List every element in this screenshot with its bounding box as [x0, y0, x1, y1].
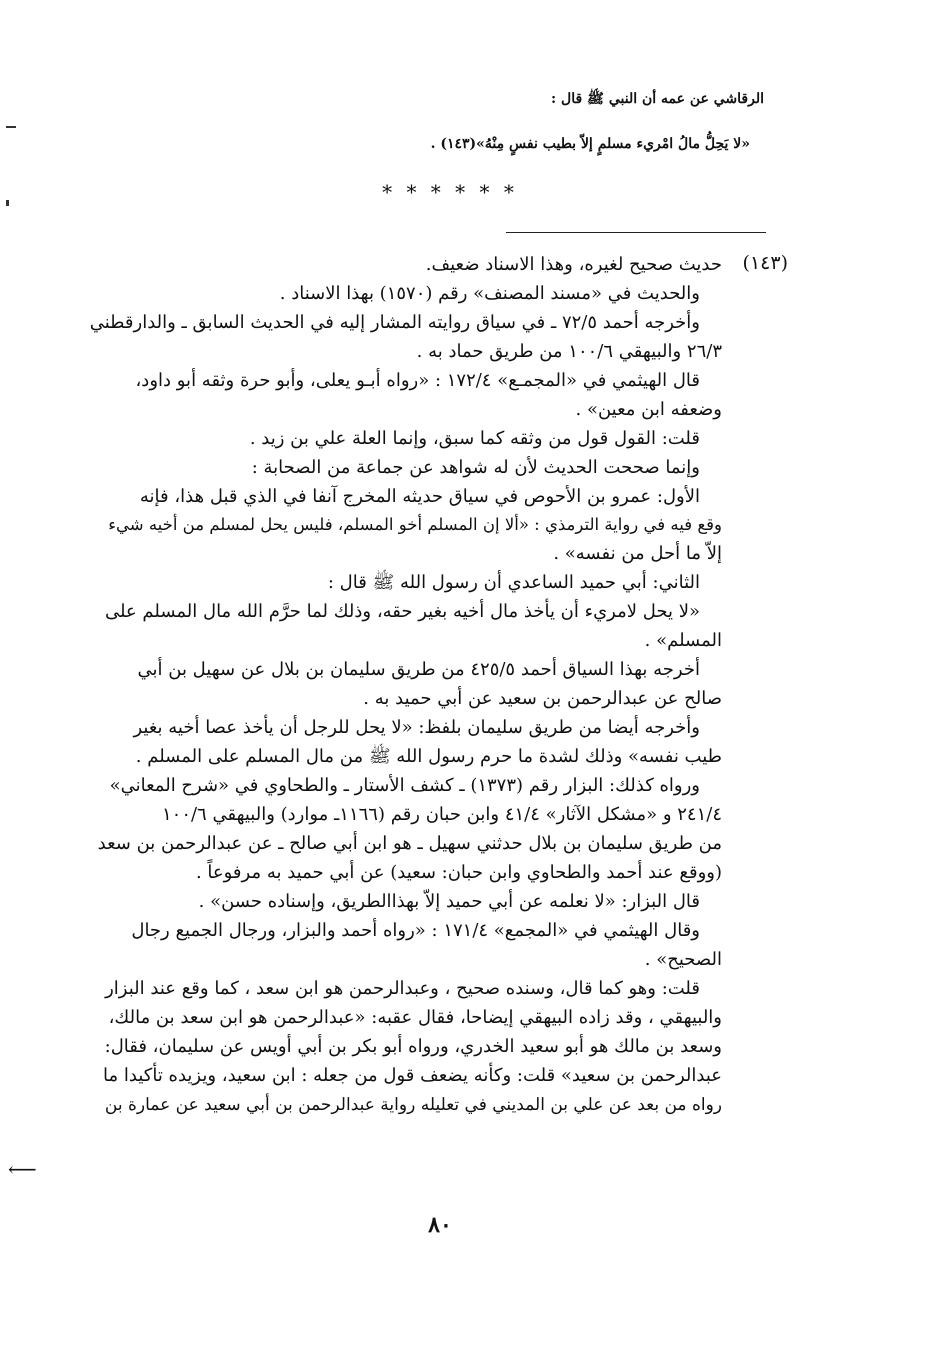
footnote-line: أخرجه بهذا السياق أحمد ٤٢٥/٥ من طريق سليمان بن بلال عن سهيل بن أبي	[137, 659, 700, 680]
footnote-line: من طريق سليمان بن بلال حدثني سهيل ـ هو ابن أبي صالح ـ عن عبدالرحمن بن سعد	[97, 833, 722, 854]
footnote-number: (١٤٣)	[742, 252, 788, 274]
footnote-line: صالح عن عبدالرحمن بن سعيد عن أبي حميد به .	[363, 688, 722, 709]
footnote-line: وإنما صححت الحديث لأن له شواهد عن جماعة من الصحابة :	[251, 457, 700, 478]
footnote-line: ٢٦/٣ والبيهقي ١٠٠/٦ من طريق حماد به .	[416, 341, 722, 362]
footnote-line: وقع فيه في رواية الترمذي : «ألا إن المسلم أخو المسلم، فليس يحل لمسلم من أخيه شيء	[108, 515, 722, 534]
footnote-line: طيب نفسه» وذلك لشدة ما حرم رسول الله ﷺ من مال المسلم على المسلم .	[135, 746, 722, 767]
footnote-line: المسلم» .	[644, 630, 722, 651]
footnote-line: الصحيح» .	[644, 949, 722, 970]
heading-line-1: الرقاشي عن عمه أن النبي ﷺ قال :	[551, 91, 764, 107]
footnote-line: قال البزار: «لا نعلمه عن أبي حميد إلاّ بهذاالطريق، وإسناده حسن» .	[198, 891, 700, 912]
scan-edge-mark	[6, 200, 9, 206]
footnote-line: «لا يحل لامريء أن يأخذ مال أخيه بغير حقه، وذلك لما حرَّم الله مال المسلم على	[104, 601, 700, 622]
footnote-rule	[506, 232, 766, 233]
section-separator: * * * * * *	[382, 180, 518, 204]
footnote-line: عبدالرحمن بن سعيد» قلت: وكأنه يضعف قول من جعله : ابن سعيد، ويزيده تأكيدا ما	[103, 1065, 722, 1086]
footnote-line: والبيهقي ، وقد زاده البيهقي إيضاحا، فقال عقبه: «عبدالرحمن هو ابن سعد بن مالك،	[108, 1007, 722, 1028]
footnote-line: قلت: القول قول من وثقه كما سبق، وإنما العلة علي بن زيد .	[249, 428, 700, 449]
footnote-line: ورواه كذلك: البزار رقم (١٣٧٣) ـ كشف الأستار ـ والطحاوي في «شرح المعاني»	[109, 775, 700, 796]
footnote-line: وأخرجه أيضا من طريق سليمان بلفظ: «لا يحل للرجل أن يأخذ عصا أخيه بغير	[133, 717, 700, 738]
footnote-line: رواه من بعد عن علي بن المديني في تعليله رواية عبدالرحمن بن أبي سعيد عن عمارة بن	[104, 1095, 722, 1115]
heading-line-2: «لا يَحِلُّ مالُ امْريء مسلمٍ إلاّ بطيب نفسٍ مِنْهُ»(١٤٣) .	[430, 136, 750, 152]
footnote-line: وقال الهيثمي في «المجمع» ١٧١/٤ : «رواه أحمد والبزار، ورجال الجميع رجال	[131, 920, 700, 941]
footnote-line: وأخرجه أحمد ٧٢/٥ ـ في سياق روايته المشار إليه في الحديث السابق ـ والدارقطني	[89, 312, 700, 333]
footnote-line: قلت: وهو كما قال، وسنده صحيح ، وعبدالرحمن هو ابن سعد ، كما وقع عند البزار	[105, 978, 700, 999]
page-number: ٨٠	[428, 1212, 452, 1238]
footnote-line: ٢٤١/٤ و «مشكل الآثار» ٤١/٤ وابن حبان رقم (١١٦٦ـ موارد) والبيهقي ١٠٠/٦	[161, 804, 722, 825]
footnote-line: وضعفه ابن معين» .	[575, 399, 722, 420]
scan-edge-mark	[6, 126, 16, 128]
continuation-arrow-icon: ⟵	[8, 1157, 37, 1181]
footnote-line: والحديث في «مسند المصنف» رقم (١٥٧٠) بهذا الاسناد .	[279, 283, 700, 304]
footnote-line: حديث صحيح لغيره، وهذا الاسناد ضعيف.	[425, 254, 722, 275]
footnote-line: (ووقع عند أحمد والطحاوي وابن حبان: سعيد) عن أبي حميد به مرفوعاً .	[195, 862, 722, 883]
footnote-line: الثاني: أبي حميد الساعدي أن رسول الله ﷺ قال :	[327, 572, 700, 593]
footnote-line: الأول: عمرو بن الأحوص في سياق حديثه المخرج آنفا في الذي قبل هذا، فإنه	[139, 486, 700, 507]
footnote-line: قال الهيثمي في «المجمـع» ١٧٢/٤ : «رواه أبـو يعلى، وأبو حرة وثقه أبو داود،	[135, 370, 700, 391]
footnote-line: إلاّ ما أحل من نفسه» .	[553, 543, 722, 564]
footnote-line: وسعد بن مالك هو أبو سعيد الخدري، ورواه أبو بكر بن أبي أويس عن سليمان، فقال:	[104, 1036, 722, 1057]
